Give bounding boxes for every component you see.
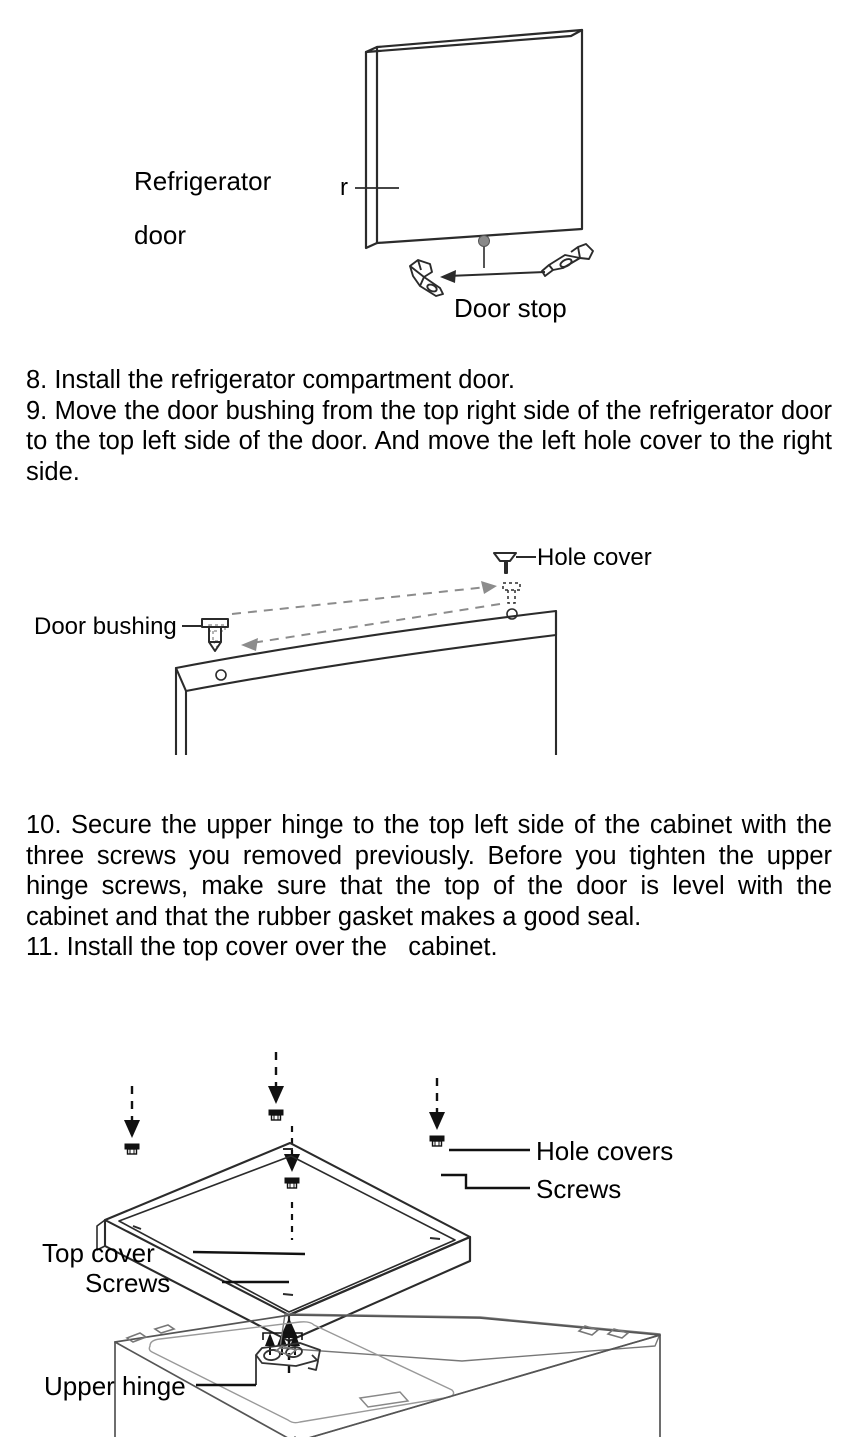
hole-left <box>216 670 226 680</box>
cabinet-top-back-edge <box>115 1315 660 1342</box>
door-front-face <box>377 30 582 243</box>
steps-10-11-text <box>26 810 832 963</box>
hole-cover-slot-dashed <box>503 583 520 603</box>
label-hole-cover: Hole cover <box>537 544 652 571</box>
label-screws-left: Screws <box>85 1268 171 1298</box>
figure-top-cover-installation <box>0 1030 868 1437</box>
label-hole-covers: Hole covers <box>536 1136 674 1166</box>
step-11: 11. Install the top cover over the cabinet. <box>26 933 498 961</box>
step-10: 10. Secure the upper hinge to the top left side of the cabinet with the three screws you removed previously. Before you tighten the upper hinge screws, make sure that the top of the door is level with the cabinet and that the rubber gasket makes a good seal. <box>26 811 832 931</box>
steps-8-9-text <box>26 365 832 487</box>
figure-door-bushing-hole-cover <box>0 515 868 755</box>
arrow-bushing-to-right <box>232 581 497 614</box>
label-door-bushing: Door bushing <box>34 613 177 640</box>
label-upper-hinge: Upper hinge <box>44 1371 186 1401</box>
hole-cover-plug-center-icon <box>285 1178 299 1188</box>
step-8: 8. Install the refrigerator compartment door. <box>26 366 515 394</box>
door-stop-left-icon <box>410 260 443 296</box>
step-9: 9. Move the door bushing from the top right side of the refrigerator door to the top left side of the door. And move the left hole cover to the right side. <box>26 396 832 486</box>
cabinet-body <box>115 1314 660 1437</box>
figure-refrigerator-door <box>0 0 868 350</box>
top-cover-screw-marks <box>133 1149 440 1295</box>
cabinet-screw-marks <box>127 1325 628 1355</box>
door-stop-right-icon <box>542 244 593 276</box>
label-refrigerator-door-line1: Refrigerator <box>134 166 272 196</box>
door-pin-icon <box>479 236 490 269</box>
door-leader-mark: r <box>340 174 348 201</box>
hole-cover-icon <box>494 553 516 573</box>
door-bushing-icon <box>202 619 228 651</box>
door-top-slab <box>176 611 556 691</box>
hole-cover-plug-icons <box>125 1110 444 1154</box>
arrow-hole-cover-to-left <box>241 604 500 651</box>
door-left-edge <box>366 47 377 248</box>
top-cover-leader <box>193 1252 305 1254</box>
label-top-cover: Top cover <box>42 1238 155 1268</box>
door-bushing-ghost-icon <box>209 625 225 647</box>
label-door-stop: Door stop <box>454 293 567 323</box>
screws-right-leader <box>441 1175 530 1188</box>
hole-right <box>507 609 517 619</box>
label-refrigerator-door-line2: door <box>134 220 187 250</box>
label-screws-right: Screws <box>536 1174 622 1204</box>
hole-cover-drop-arrows <box>124 1052 445 1138</box>
door-stop-move-arrow <box>440 270 545 283</box>
upper-hinge-part <box>256 1343 320 1385</box>
